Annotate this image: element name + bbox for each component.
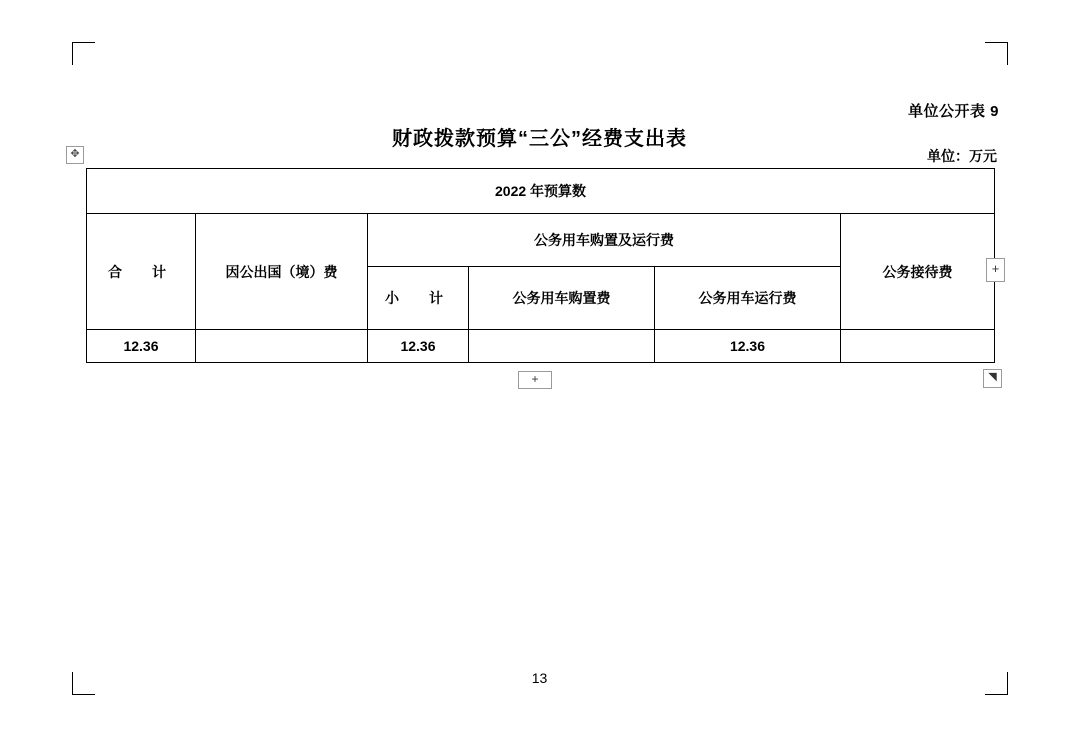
cell-value-vehicle-purchase[interactable] [469, 330, 655, 363]
add-row-button[interactable]: + [518, 371, 552, 389]
cell-value-vehicle-subtotal[interactable]: 12.36 [368, 330, 469, 363]
cell-col-vehicle-operation[interactable]: 公务用车运行费 [655, 267, 841, 330]
page-number: 13 [531, 670, 548, 686]
cell-col-abroad[interactable]: 因公出国（境）费 [196, 214, 368, 330]
table-move-handle-icon[interactable]: ✥ [66, 146, 84, 164]
crop-mark-top-left [72, 42, 95, 65]
cell-value-total[interactable]: 12.36 [87, 330, 196, 363]
cell-col-vehicle-subtotal[interactable]: 小 计 [368, 267, 469, 330]
sheet-number-label: 单位公开表 9 [907, 103, 999, 120]
cell-col-vehicle-group[interactable]: 公务用车购置及运行费 [368, 214, 841, 267]
cell-value-vehicle-operation[interactable]: 12.36 [655, 330, 841, 363]
cell-year-header[interactable]: 2022 年预算数 [87, 169, 995, 214]
page-title: 财政拨款预算“三公”经费支出表 [392, 128, 687, 150]
table-row-header-1 [87, 214, 995, 267]
unit-note: 单位：万元 [927, 148, 997, 164]
crop-mark-top-right [985, 42, 1008, 65]
cell-value-abroad[interactable] [196, 330, 368, 363]
add-column-button[interactable]: + [986, 258, 1005, 282]
cell-value-reception[interactable] [841, 330, 995, 363]
budget-table [86, 168, 995, 363]
cell-col-total[interactable]: 合 计 [87, 214, 196, 330]
cell-col-vehicle-purchase[interactable]: 公务用车购置费 [469, 267, 655, 330]
table-row [87, 330, 995, 363]
table-row-year [87, 169, 995, 214]
cell-col-reception[interactable]: 公务接待费 [841, 214, 995, 330]
table-resize-handle-icon[interactable]: ◥ [983, 369, 1002, 388]
